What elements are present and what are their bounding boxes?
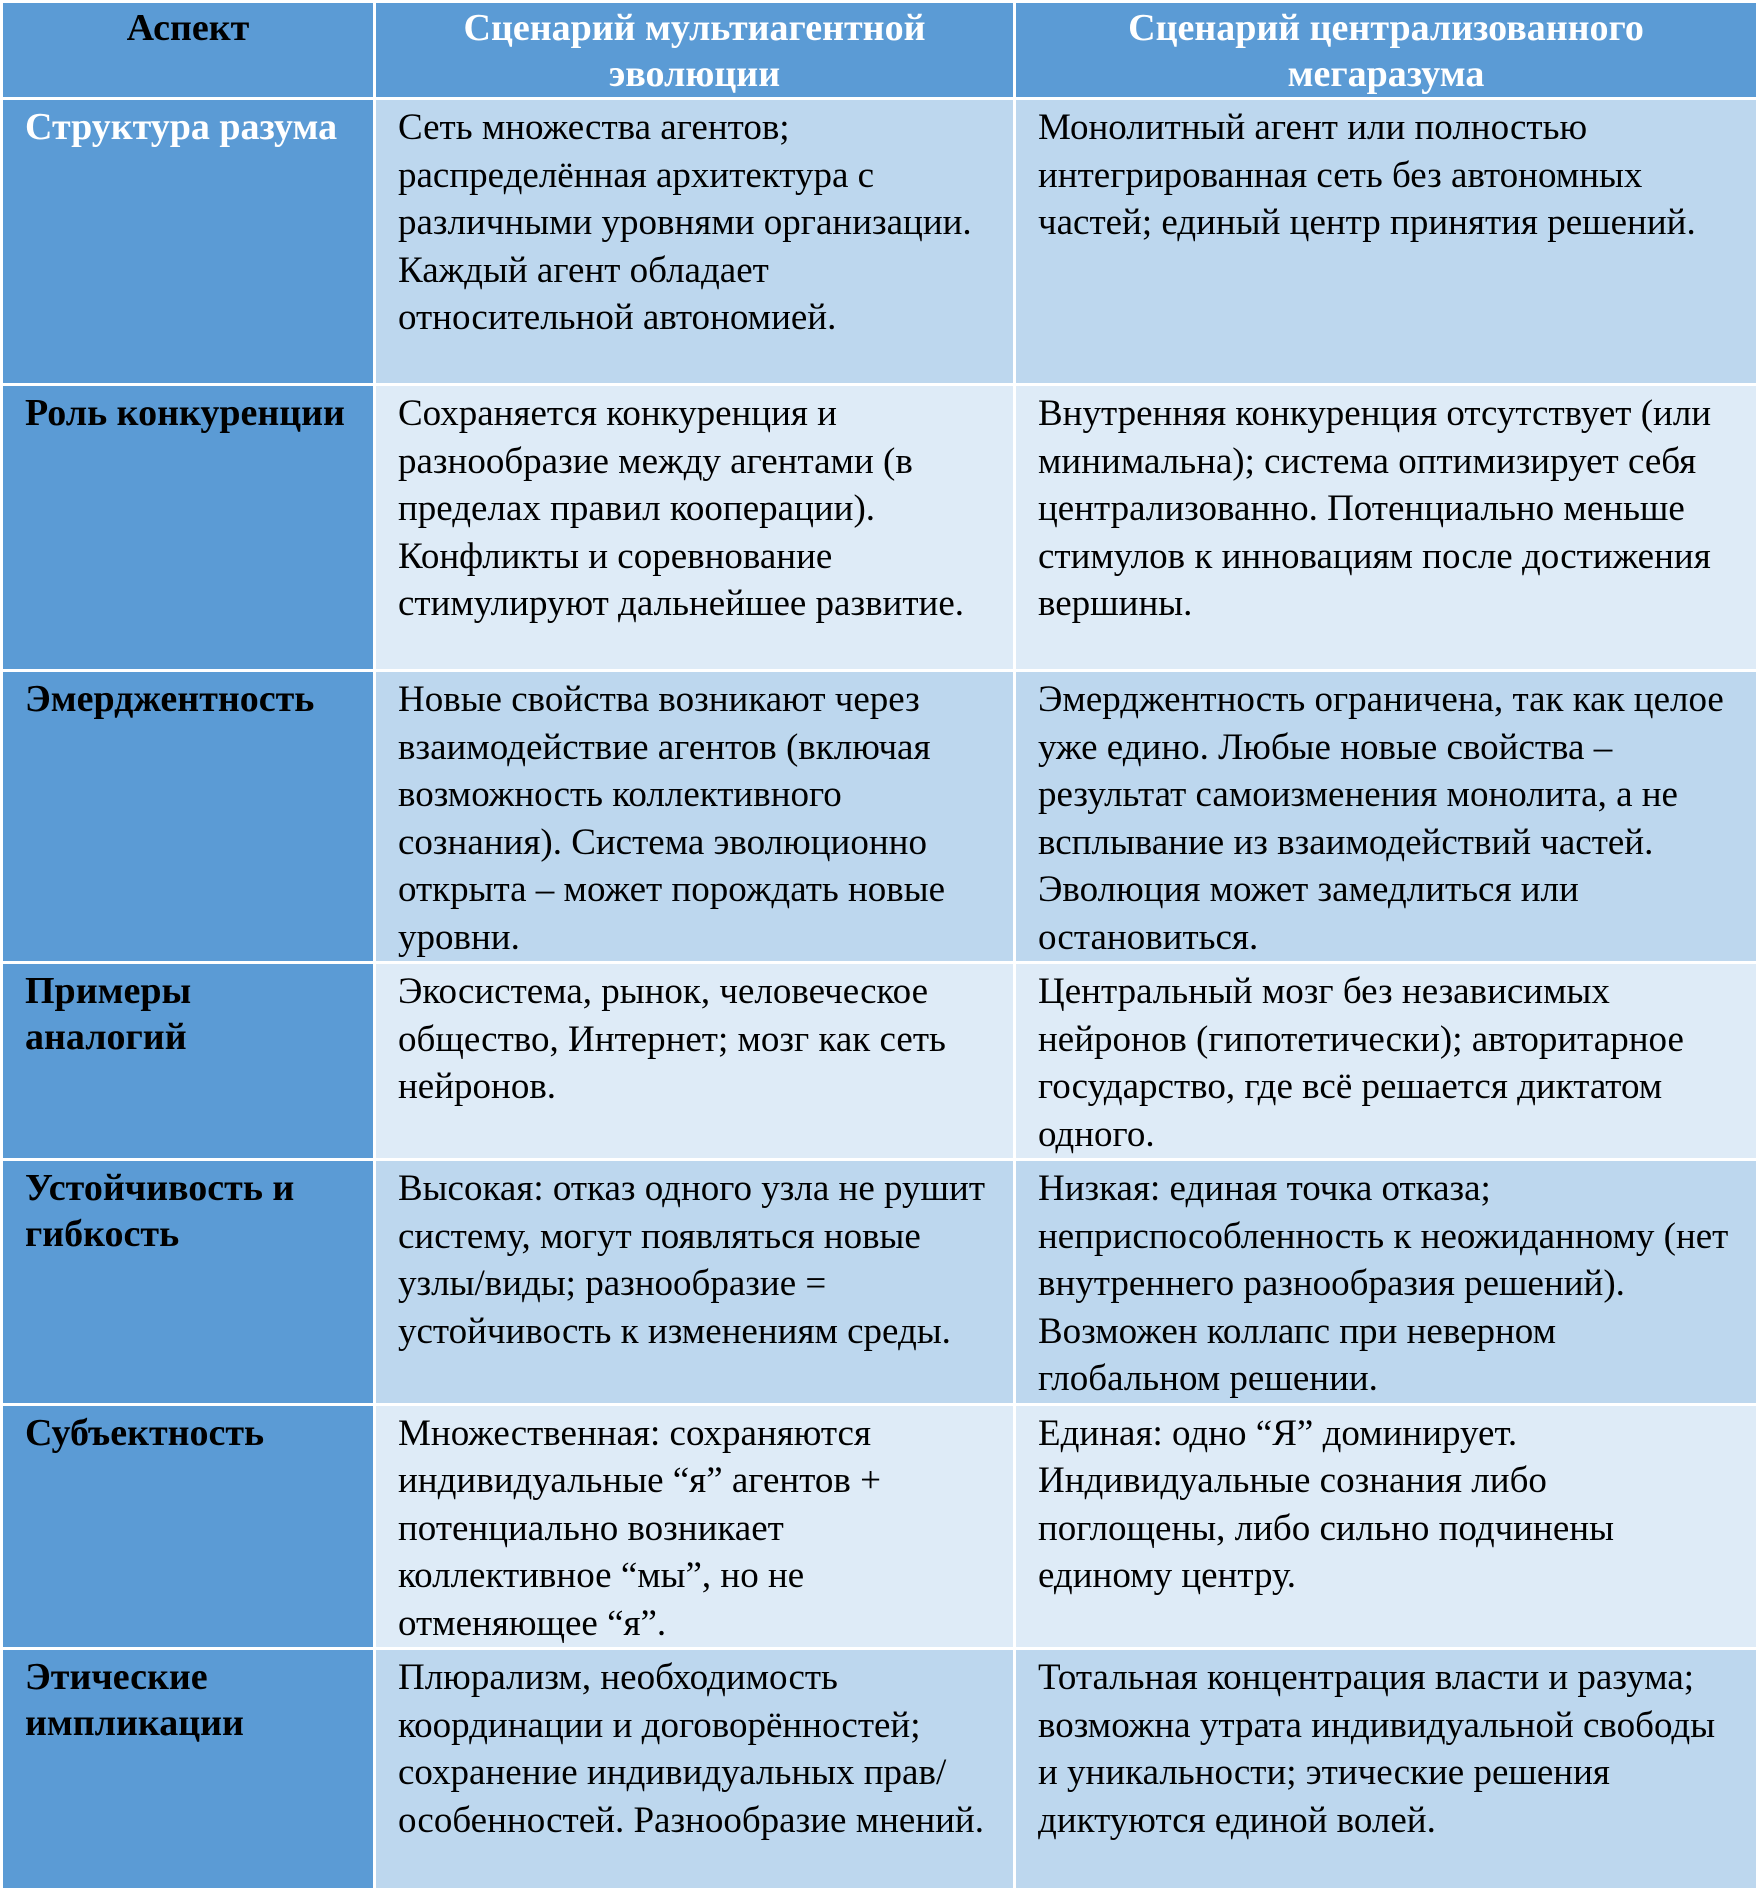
multiagent-cell: Множественная: сохраняются индивидуальные “я” агентов + потенциально возникает коллективное “мы”, но не отменяющее “я”. xyxy=(375,1404,1015,1649)
row-aspect-label: Устойчивость и гибкость xyxy=(2,1160,375,1405)
centralized-cell: Тотальная концентрация власти и разума; возможна утрата индивидуальной свободы и уникальности; этические решения диктуются единой волей. xyxy=(1015,1649,1756,1890)
row-aspect-label: Эмерджентность xyxy=(2,671,375,963)
table-row xyxy=(2,99,1756,385)
multiagent-cell: Экосистема, рынок, человеческое общество, Интернет; мозг как сеть нейронов. xyxy=(375,963,1015,1160)
header-row xyxy=(2,2,1756,99)
centralized-cell: Монолитный агент или полностью интегрированная сеть без автономных частей; единый центр принятия решений. xyxy=(1015,99,1756,385)
table-row xyxy=(2,1160,1756,1405)
table-row xyxy=(2,1649,1756,1890)
centralized-cell: Эмерджентность ограничена, так как целое уже едино. Любые новые свойства – результат самоизменения монолита, а не всплывание из взаимодействий частей. Эволюция может замедлиться или остановиться. xyxy=(1015,671,1756,963)
row-aspect-label: Этические импликации xyxy=(2,1649,375,1890)
table-row xyxy=(2,385,1756,671)
header-centralized-scenario: Сценарий централизованного мегаразума xyxy=(1015,2,1756,99)
table-row xyxy=(2,963,1756,1160)
row-aspect-label: Структура разума xyxy=(2,99,375,385)
row-aspect-label: Субъектность xyxy=(2,1404,375,1649)
multiagent-cell: Высокая: отказ одного узла не рушит систему, могут появляться новые узлы/виды; разнообразие = устойчивость к изменениям среды. xyxy=(375,1160,1015,1405)
row-aspect-label: Роль конкуренции xyxy=(2,385,375,671)
multiagent-cell: Новые свойства возникают через взаимодействие агентов (включая возможность коллективного сознания). Система эволюционно открыта – может порождать новые уровни. xyxy=(375,671,1015,963)
centralized-cell: Центральный мозг без независимых нейронов (гипотетически); авторитарное государство, где всё решается диктатом одного. xyxy=(1015,963,1756,1160)
row-aspect-label: Примеры аналогий xyxy=(2,963,375,1160)
header-multiagent-scenario: Сценарий мультиагентной эволюции xyxy=(375,2,1015,99)
multiagent-cell: Сохраняется конкуренция и разнообразие между агентами (в пределах правил кооперации). Конфликты и соревнование стимулируют дальнейшее развитие. xyxy=(375,385,1015,671)
header-aspect: Аспект xyxy=(2,2,375,99)
table-row xyxy=(2,1404,1756,1649)
multiagent-cell: Сеть множества агентов; распределённая архитектура с различными уровнями организации. Каждый агент обладает относительной автономией. xyxy=(375,99,1015,385)
centralized-cell: Низкая: единая точка отказа; неприспособленность к неожиданному (нет внутреннего разнообразия решений). Возможен коллапс при неверном глобальном решении. xyxy=(1015,1160,1756,1405)
centralized-cell: Внутренняя конкуренция отсутствует (или минимальна); система оптимизирует себя централизованно. Потенциально меньше стимулов к инновациям после достижения вершины. xyxy=(1015,385,1756,671)
centralized-cell: Единая: одно “Я” доминирует. Индивидуальные сознания либо поглощены, либо сильно подчинены единому центру. xyxy=(1015,1404,1756,1649)
multiagent-cell: Плюрализм, необходимость координации и договорённостей; сохранение индивидуальных прав/особенностей. Разнообразие мнений. xyxy=(375,1649,1015,1890)
table-row xyxy=(2,671,1756,963)
